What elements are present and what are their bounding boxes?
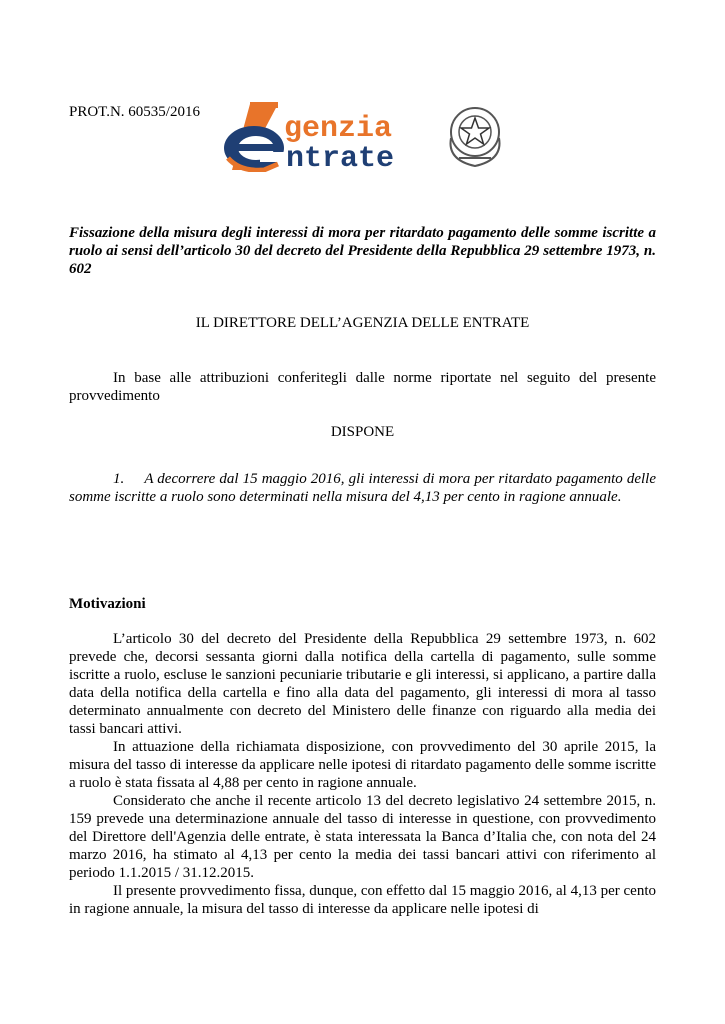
motivazioni-paragraph: Il presente provvedimento fissa, dunque, con effetto dal 15 maggio 2016, al 4,13 per cento in ragione annuale, la misura del tasso di interesse da applicare nelle ipotesi di (69, 883, 656, 917)
intro-paragraph (69, 369, 656, 405)
motivazioni-paragraph: Considerato che anche il recente articolo 13 del decreto legislativo 24 settembre 2015, n. 159 prevede una determinazione annuale del tasso di interesse in questione, con provvedimento del Direttore dell'Agenzia delle entrate, è stata interessata la Banca d’Italia che, con nota del 24 marzo 2016, ha stimato al 4,13 per cento la media dei tassi bancari attivi con riferimento al periodo 1.1.2015 / 31.12.2015. (69, 793, 656, 881)
intro-text: In base alle attribuzioni conferitegli dalle norme riportate nel seguito del presente provvedimento (69, 370, 656, 404)
motivazioni-paragraph: In attuazione della richiamata disposizione, con provvedimento del 30 aprile 2015, la misura del tasso di interesse da applicare nelle ipotesi di ritardato pagamento delle somme iscritte a ruolo è stata fissata al 4,88 per cento in ragione annuale. (69, 739, 656, 791)
document-title: Fissazione della misura degli interessi di mora per ritardato pagamento delle somme iscritte a ruolo ai sensi dell’articolo 30 del decreto del Presidente della Repubblica 29 settembre 1973, n. 602 (69, 225, 656, 277)
motivazioni-heading: Motivazioni (69, 596, 146, 612)
director-heading: IL DIRETTORE DELL’AGENZIA DELLE ENTRATE (195, 315, 530, 331)
logo-text-top: genzia (284, 112, 393, 146)
motivazioni-body (69, 630, 656, 918)
agenzia-entrate-logo (220, 98, 445, 172)
italian-republic-emblem-icon (445, 100, 505, 170)
dispone-heading: DISPONE (330, 424, 395, 440)
protocol-number: PROT.N. 60535/2016 (69, 104, 200, 120)
point-1: 1. A decorrere dal 15 maggio 2016, gli interessi di mora per ritardato pagamento delle somme iscritte a ruolo sono determinati nella misura del 4,13 per cento in ragione annuale. (69, 471, 660, 505)
motivazioni-paragraph: L’articolo 30 del decreto del Presidente della Repubblica 29 settembre 1973, n. 602 prevede che, decorsi sessanta giorni dalla notifica della cartella di pagamento, sulle somme iscritte a ruolo, escluse le sanzioni pecuniarie tributarie e gli interessi, si applicano, a partire dalla data della notifica della cartella e fino alla data del pagamento, gli interessi di mora al tasso determinato annualmente con decreto del Ministero delle finanze con riguardo alla media dei tassi bancari attivi. (69, 631, 656, 737)
logo-text-bottom: ntrate (286, 142, 395, 172)
